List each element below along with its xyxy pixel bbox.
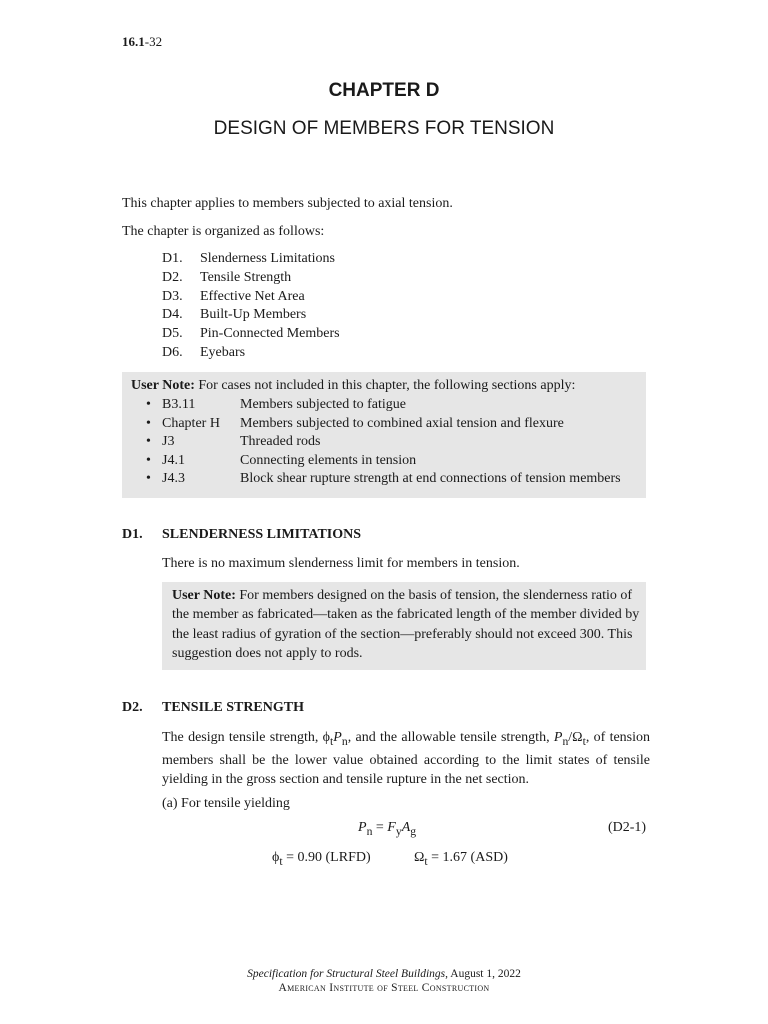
subscript: y <box>395 824 402 838</box>
variable: P <box>333 730 342 745</box>
chapter-label: CHAPTER D <box>328 80 440 101</box>
section-desc: Threaded rods <box>240 434 321 450</box>
subscript: n <box>341 734 348 748</box>
footer-date: , August 1, 2022 <box>445 968 521 980</box>
section-code: J4.3 <box>162 471 185 487</box>
subscript: n <box>366 824 373 838</box>
bullet: • <box>146 471 151 487</box>
footer-organization: American Institute of Steel Construction <box>278 982 490 994</box>
toc-title: Slenderness Limitations <box>200 251 335 266</box>
d1-body-text: There is no maximum slenderness limit for members in tension. <box>162 556 520 571</box>
toc-code: D3. <box>162 288 183 304</box>
phi-symbol: ϕ <box>272 850 280 865</box>
user-note-text: For cases not included in this chapter, the following sections apply: <box>194 378 576 393</box>
section-desc: Members subjected to combined axial tension and flexure <box>240 415 564 431</box>
section-desc: Connecting elements in tension <box>240 452 417 468</box>
section-number: D2. <box>122 700 143 715</box>
equation-text: = 0.90 (LRFD) <box>282 850 371 865</box>
toc-code: D6. <box>162 344 183 360</box>
omega-ratio: /Ω <box>568 730 583 745</box>
variable: P <box>553 730 563 745</box>
toc-code: D5. <box>162 326 183 342</box>
subscript: t <box>279 854 283 868</box>
toc-item <box>162 325 340 344</box>
user-note-slenderness-box <box>162 582 646 670</box>
footer-spec-title <box>0 968 768 980</box>
bullet: • <box>146 434 151 450</box>
equals: = <box>372 820 388 835</box>
text-run: The design tensile strength, <box>162 730 323 745</box>
user-note-list <box>146 396 621 489</box>
section-code: Chapter H <box>162 415 220 431</box>
subscript: g <box>410 824 417 838</box>
chapter-contents-list <box>162 250 340 363</box>
subscript: t <box>330 734 334 748</box>
section-desc: Block shear rupture strength at end connections of tension members <box>240 471 621 487</box>
section-code: J3 <box>162 434 175 450</box>
user-note-item <box>146 433 621 452</box>
page-number-prefix: 16.1 <box>122 34 145 49</box>
phi-symbol: ϕ <box>322 730 331 745</box>
toc-title: Tensile Strength <box>200 269 292 285</box>
section-heading-d2 <box>122 700 304 716</box>
item-a-label: (a) For tensile yielding <box>162 796 290 811</box>
equation-number: (D2-1) <box>608 820 647 835</box>
user-note-label: User Note: <box>172 588 236 603</box>
user-note-label: User Note: <box>131 378 195 393</box>
intro-line-2: The chapter is organized as follows: <box>122 224 325 239</box>
toc-code: D2. <box>162 269 183 285</box>
chapter-title: DESIGN OF MEMBERS FOR TENSION <box>213 118 555 139</box>
section-heading-d1 <box>122 527 361 543</box>
toc-code: D1. <box>162 251 183 266</box>
section-code: J4.1 <box>162 452 185 468</box>
bullet: • <box>146 415 151 431</box>
toc-code: D4. <box>162 307 183 323</box>
bullet: • <box>146 397 151 412</box>
user-note-item <box>146 396 621 415</box>
user-note-item <box>146 470 621 489</box>
toc-item <box>162 344 340 363</box>
equation-text: = 1.67 (ASD) <box>427 850 508 865</box>
toc-item <box>162 269 340 288</box>
d2-body-paragraph <box>162 728 650 790</box>
toc-title: Pin-Connected Members <box>200 326 340 342</box>
user-note-sections-box <box>122 372 646 498</box>
footer-title: Specification for Structural Steel Buildings <box>247 968 446 980</box>
text-run: , of tension members shall be the lower value obtained according to the limit states of tensile yielding in the gross section and tensile rupture in the net section. <box>162 730 651 788</box>
user-note-item <box>146 452 621 471</box>
subscript: t <box>582 734 586 748</box>
section-title: TENSILE STRENGTH <box>162 700 304 715</box>
toc-title: Effective Net Area <box>200 288 305 304</box>
toc-title: Eyebars <box>200 344 246 360</box>
equation-lrfd-factor <box>272 850 371 868</box>
variable: A <box>401 820 411 835</box>
omega-symbol: Ω <box>414 850 425 865</box>
bullet: • <box>146 452 151 468</box>
user-note-item <box>146 415 621 434</box>
text-run: , and the allowable tensile strength, <box>347 730 554 745</box>
subscript: n <box>562 734 569 748</box>
section-number: D1. <box>122 527 143 542</box>
variable: F <box>387 820 396 835</box>
toc-title: Built-Up Members <box>200 307 307 323</box>
section-desc: Members subjected to fatigue <box>240 397 407 412</box>
page-number <box>122 34 162 50</box>
user-note-text: For members designed on the basis of tension, the slenderness ratio of the member as fabricated—taken as the fabricated length of the member divided by the least radius of gyration of the section—preferably should not exceed 300. This suggestion does not apply to rods. <box>172 588 640 662</box>
toc-item <box>162 306 340 325</box>
page-number-suffix: -32 <box>144 34 163 49</box>
toc-item <box>162 250 340 269</box>
user-note-heading <box>131 376 575 395</box>
section-title: SLENDERNESS LIMITATIONS <box>162 527 362 542</box>
equation-asd-factor <box>414 850 508 868</box>
section-code: B3.11 <box>162 397 196 412</box>
intro-line-1: This chapter applies to members subjected to axial tension. <box>122 196 453 211</box>
equation-d2-1 <box>358 820 416 838</box>
toc-item <box>162 288 340 307</box>
subscript: t <box>424 854 428 868</box>
user-note-body <box>172 586 644 664</box>
variable: P <box>358 820 367 835</box>
